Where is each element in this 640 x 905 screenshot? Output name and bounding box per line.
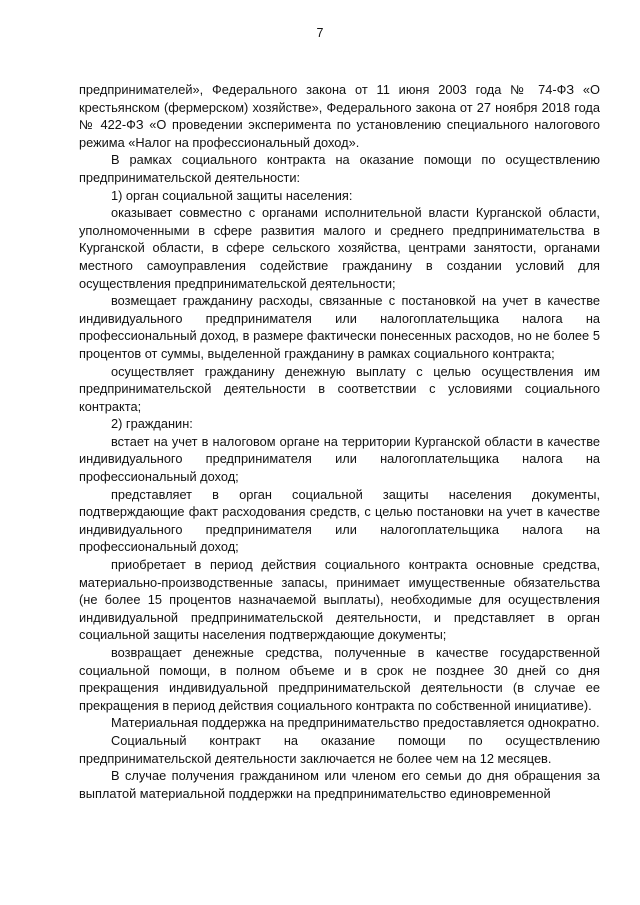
paragraph-12: Материальная поддержка на предпринимательство предоставляется однократно. [111, 715, 600, 731]
paragraph-5: возмещает гражданину расходы, связанные с постановкой на учет в качестве индивидуального предпринимателя или налогоплательщика налога на профессиональный доход, в размере фактически понесенных расходов, но не более 5 процентов от суммы, выделенной гражданину в рамках социального контракта; [79, 293, 600, 361]
paragraph-7: 2) гражданин: [111, 416, 193, 432]
paragraph-11: возвращает денежные средства, полученные в качестве государственной социальной помощи, в полном объеме и в срок не позднее 30 дней со дня прекращения индивидуальной предпринимательской деятельности (в случае ее прекращения в период действия социального контракта по собственной инициативе). [79, 645, 600, 713]
paragraph-8: встает на учет в налоговом органе на территории Курганской области в качестве индивидуального предпринимателя или налогоплательщика налога на профессиональный доход; [79, 433, 600, 485]
paragraph-4: оказывает совместно с органами исполнительной власти Курганской области, уполномоченными в сфере развития малого и среднего предпринимательства в Курганской области, в сфере сельского хозяйства, центрами занятости, органами местного самоуправления содействие гражданину в создании условий для осуществления предпринимательской деятельности; [79, 205, 600, 291]
paragraph-6: осуществляет гражданину денежную выплату с целью осуществления им предпринимательской деятельности в соответствии с условиями социального контракта; [79, 363, 600, 414]
paragraph-10: приобретает в период действия социального контракта основные средства, материально-производственные запасы, принимает имущественные обязательства (не более 15 процентов назначаемой выплаты), необходимые для осуществления индивидуальной предпринимательской деятельности, и представляет в орган социальной защиты населения подтверждающие документы; [79, 557, 600, 643]
paragraph-13: Социальный контракт на оказание помощи по осуществлению предпринимательской деятельности заключается не более чем на 12 месяцев. [79, 732, 600, 766]
paragraph-2: В рамках социального контракта на оказание помощи по осуществлению предпринимательской деятельности: [79, 152, 600, 185]
paragraph-14: В случае получения гражданином или членом его семьи до дня обращения за выплатой материальной поддержки на предпринимательство единовременной [79, 768, 600, 801]
paragraph-9: представляет в орган социальной защиты населения документы, подтверждающие факт расходования средств, с целью постановки на учет в качестве индивидуального предпринимателя или налогоплательщика налога на профессиональный доход; [79, 486, 600, 555]
paragraph-3: 1) орган социальной защиты населения: [111, 187, 353, 203]
paragraph-1: предпринимателей», Федерального закона от 11 июня 2003 года № 74-ФЗ «О крестьянском (фермерском) хозяйстве», Федерального закона от 27 ноября 2018 года № 422-ФЗ «О проведении эксперимента по установлению специального налогового режима «Налог на профессиональный доход». [79, 82, 600, 150]
document-body [79, 81, 600, 802]
page-number: 7 [316, 26, 324, 40]
